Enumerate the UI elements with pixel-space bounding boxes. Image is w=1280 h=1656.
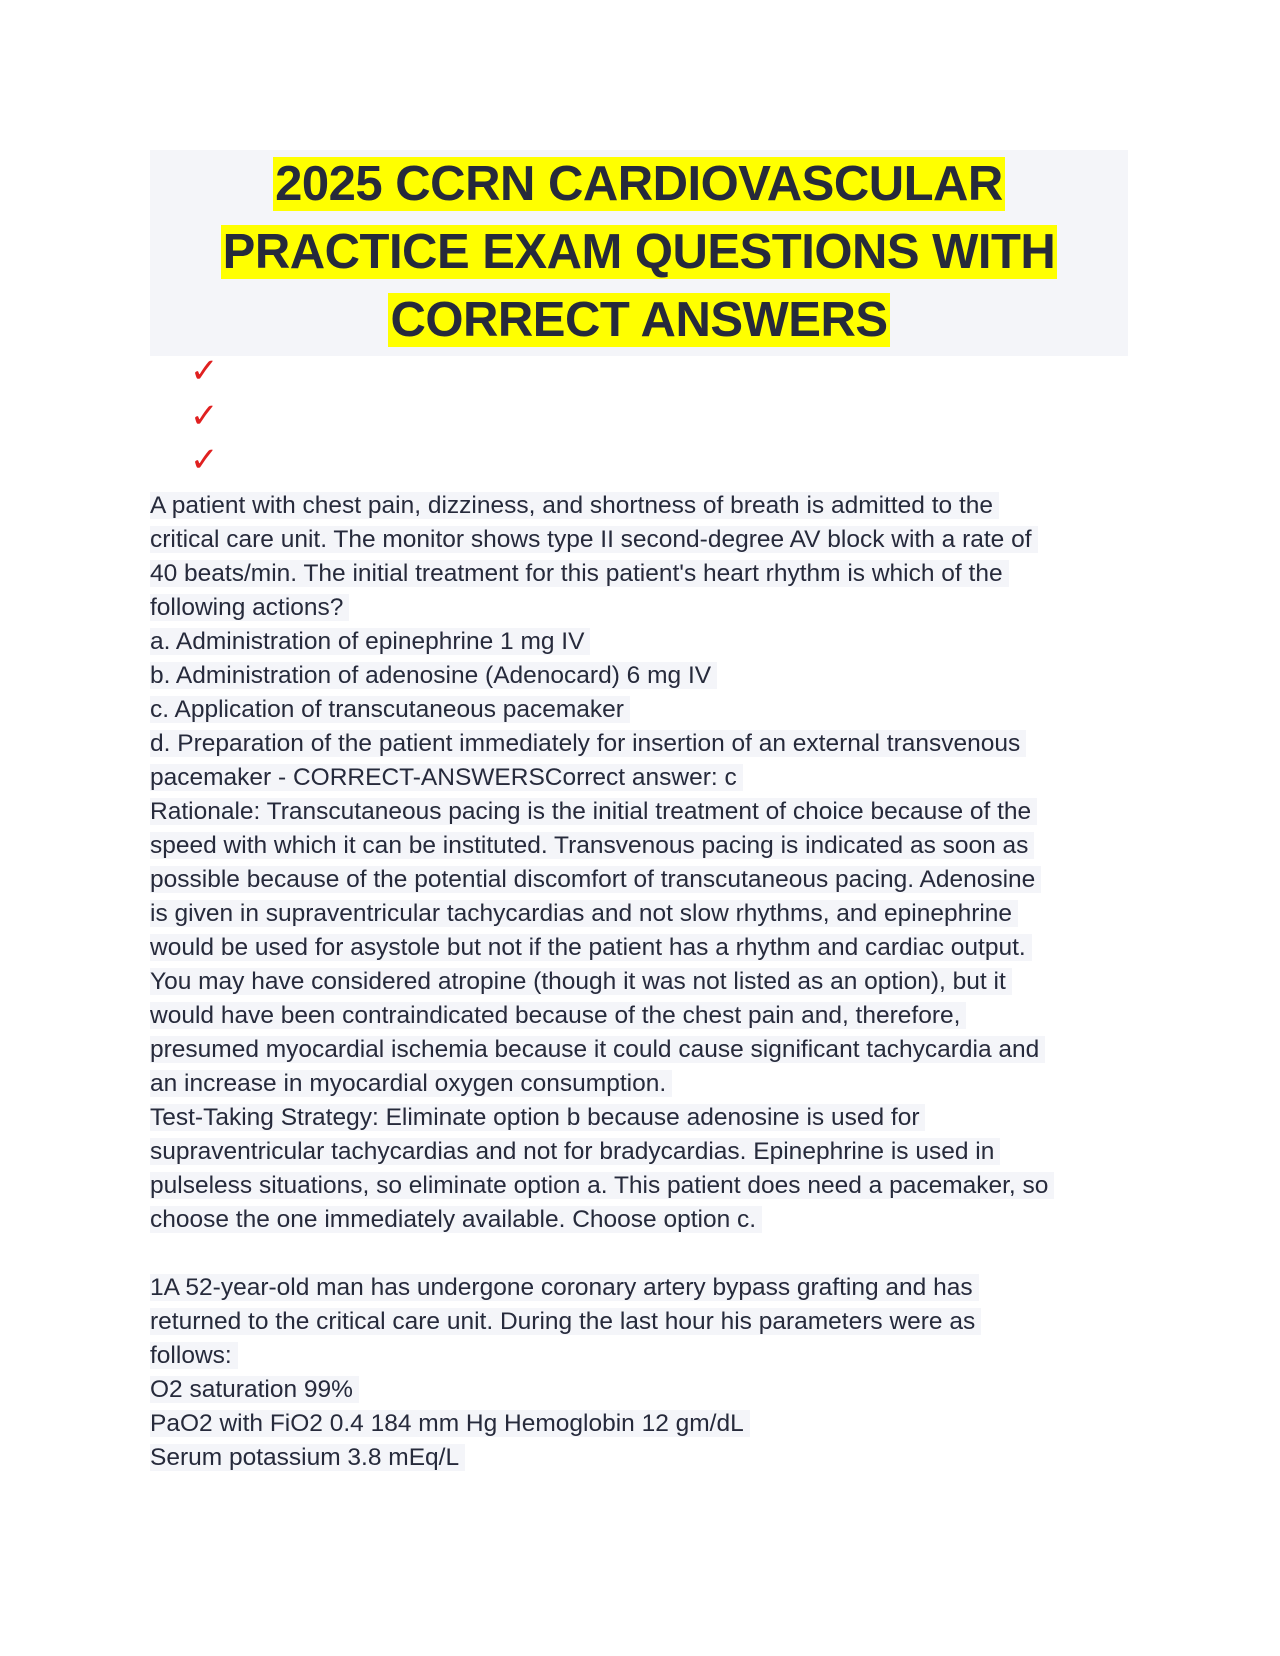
text-line	[150, 591, 1054, 625]
text-line-content: supraventricular tachycardias and not for bradycardias. Epinephrine is used in	[150, 1138, 1000, 1165]
title-line: CORRECT ANSWERS	[390, 293, 888, 347]
checkmark-icon: ✓	[190, 396, 219, 436]
text-line-content: choose the one immediately available. Choose option c.	[150, 1206, 762, 1233]
text-line-content: A patient with chest pain, dizziness, and shortness of breath is admitted to the	[150, 492, 999, 519]
text-line	[150, 1441, 1054, 1475]
text-line-content: d. Preparation of the patient immediately for insertion of an external transvenous	[150, 730, 1026, 757]
text-line-content: would have been contraindicated because of the chest pain and, therefore,	[150, 1002, 966, 1029]
text-line	[150, 523, 1054, 557]
text-line-content: Rationale: Transcutaneous pacing is the initial treatment of choice because of the	[150, 798, 1037, 825]
text-line	[150, 489, 1054, 523]
text-line	[150, 659, 1054, 693]
text-line-content: returned to the critical care unit. During the last hour his parameters were as	[150, 1308, 981, 1335]
text-line-content: c. Application of transcutaneous pacemaker	[150, 696, 630, 723]
text-line	[150, 1407, 1054, 1441]
text-line	[150, 693, 1054, 727]
text-line	[150, 965, 1054, 999]
text-line-content: is given in supraventricular tachycardias and not slow rhythms, and epinephrine	[150, 900, 1018, 927]
text-line-content: possible because of the potential discomfort of transcutaneous pacing. Adenosine	[150, 866, 1041, 893]
text-line-content: an increase in myocardial oxygen consumption.	[150, 1070, 672, 1097]
text-line	[150, 761, 1054, 795]
text-line-content: O2 saturation 99%	[150, 1376, 359, 1403]
text-line	[150, 897, 1054, 931]
text-line-content: You may have considered atropine (though it was not listed as an option), but it	[150, 968, 1012, 995]
text-line	[150, 863, 1054, 897]
text-line-content: following actions?	[150, 594, 349, 621]
text-line-content: 1A 52-year-old man has undergone coronary artery bypass grafting and has	[150, 1274, 979, 1301]
text-line-content: follows:	[150, 1342, 238, 1369]
text-line	[150, 625, 1054, 659]
text-line	[150, 1271, 1054, 1305]
text-line	[150, 1305, 1054, 1339]
text-line-content: speed with which it can be instituted. Transvenous pacing is indicated as soon as	[150, 832, 1034, 859]
text-line-content	[150, 1240, 156, 1267]
text-line-content: a. Administration of epinephrine 1 mg IV	[150, 628, 590, 655]
text-line	[150, 1237, 1054, 1271]
text-line	[150, 557, 1054, 591]
text-line	[150, 1033, 1054, 1067]
checkmark-icon: ✓	[190, 440, 219, 480]
text-line	[150, 829, 1054, 863]
text-line	[150, 1101, 1054, 1135]
title-line: PRACTICE EXAM QUESTIONS WITH	[222, 225, 1056, 279]
checkmark-icon: ✓	[190, 351, 219, 391]
text-line-content: would be used for asystole but not if the patient has a rhythm and cardiac output.	[150, 934, 1032, 961]
text-line	[150, 727, 1054, 761]
title-line: 2025 CCRN CARDIOVASCULAR	[275, 157, 1003, 211]
text-line-content: critical care unit. The monitor shows type II second-degree AV block with a rate of	[150, 526, 1038, 553]
text-line-content: b. Administration of adenosine (Adenocard) 6 mg IV	[150, 662, 717, 689]
text-line	[150, 931, 1054, 965]
text-line-content: presumed myocardial ischemia because it could cause significant tachycardia and	[150, 1036, 1045, 1063]
text-line	[150, 1135, 1054, 1169]
text-line	[150, 999, 1054, 1033]
document-title	[150, 150, 1128, 356]
text-line-content: 40 beats/min. The initial treatment for this patient's heart rhythm is which of the	[150, 560, 1009, 587]
document-body	[150, 489, 1054, 1475]
text-line-content: Serum potassium 3.8 mEq/L	[150, 1444, 465, 1471]
text-line	[150, 1169, 1054, 1203]
text-line-content: Test-Taking Strategy: Eliminate option b because adenosine is used for	[150, 1104, 925, 1131]
text-line	[150, 1203, 1054, 1237]
text-line-content: pulseless situations, so eliminate option a. This patient does need a pacemaker, so	[150, 1172, 1054, 1199]
text-line	[150, 1373, 1054, 1407]
text-line	[150, 795, 1054, 829]
text-line-content: PaO2 with FiO2 0.4 184 mm Hg Hemoglobin 12 gm/dL	[150, 1410, 750, 1437]
text-line-content: pacemaker - CORRECT-ANSWERSCorrect answer: c	[150, 764, 743, 791]
text-line	[150, 1339, 1054, 1373]
text-line	[150, 1067, 1054, 1101]
